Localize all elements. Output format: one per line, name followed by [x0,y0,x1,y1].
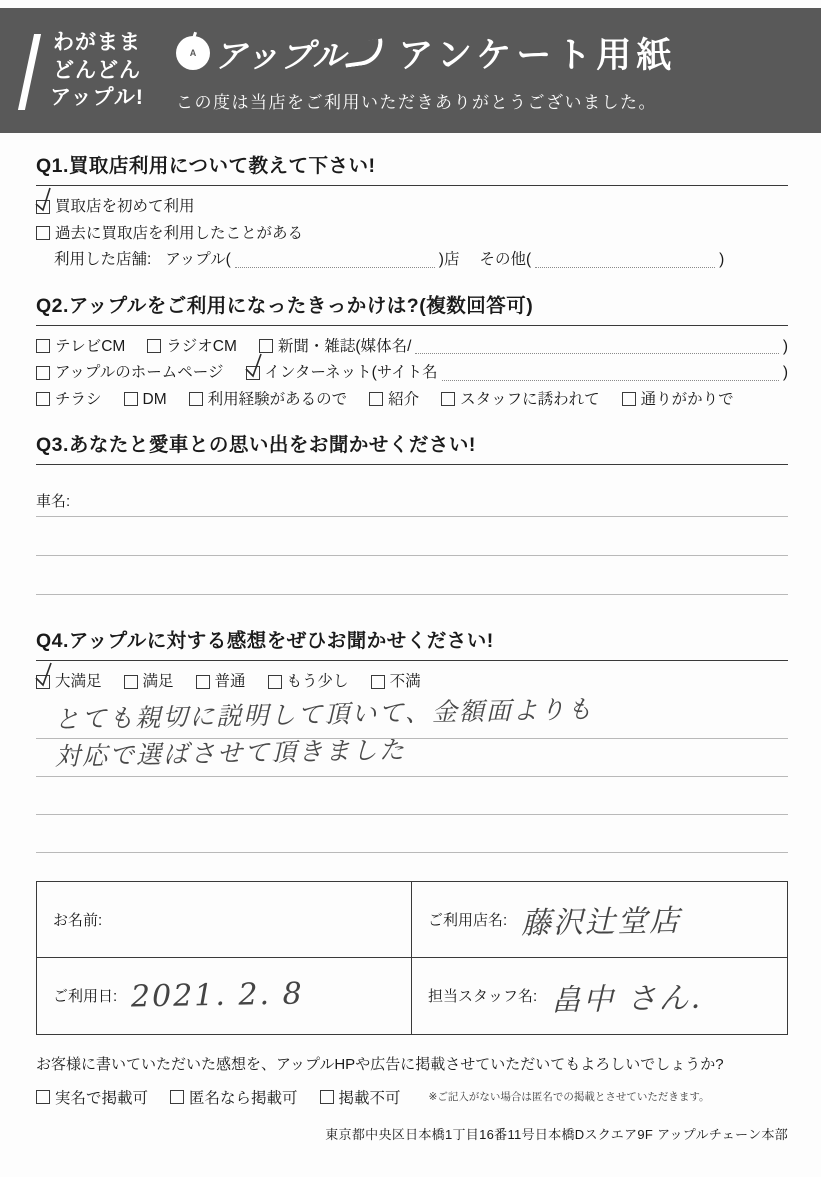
slogan-line-3: アップル! [50,86,144,110]
q2-checkbox-tv-cm[interactable] [36,339,125,355]
q2-checkbox-internet[interactable] [246,365,789,381]
survey-body [36,150,788,1143]
q1-checkbox-first-use[interactable] [36,199,195,215]
q4-line-4[interactable] [36,815,788,853]
q2-heading: Q2.アップルをご利用になったきっかけは?(複数回答可) [36,290,788,326]
checkbox-icon [170,1090,184,1104]
q1-option-label-1: 過去に買取店を利用したことがある [55,224,304,242]
date-cell[interactable] [37,958,412,1034]
customer-info-table [36,881,788,1035]
q1-heading: Q1.買取店利用について教えて下さい! [36,150,788,186]
footer-section [36,1053,788,1143]
staff-cell[interactable] [412,958,787,1034]
company-address: 東京都中央区日本橋1丁目16番11号日本橋Dスクエア9F アップルチェーン本部 [325,1126,788,1142]
q2-internet-input[interactable] [442,379,779,381]
q1-apple-input[interactable] [235,266,435,268]
checkbox-icon [36,226,50,240]
checkbox-icon [36,200,50,214]
slogan-line-1: わがまま [53,30,141,54]
q1-store-row [54,252,788,268]
checkbox-icon [259,339,273,353]
footer-option-label-2: 掲載不可 [338,1089,401,1107]
q2-option-row-2 [36,365,788,381]
q2-row3-label-5: 通りがかりで [640,390,734,408]
q1-apple-prefix: アップル( [165,251,231,268]
page-title: アンケート用紙 [398,36,677,75]
q4-option-label-4: 不満 [389,673,421,690]
q4-checkbox-satisfied[interactable] [124,674,174,690]
shop-label: ご利用店名: [428,911,508,929]
q4-option-label-2: 普通 [214,673,246,690]
q1-other-suffix: ) [719,251,725,268]
q2-checkbox-referral[interactable] [369,392,419,408]
checkbox-icon [196,675,210,689]
q4-option-label-3: もう少し [286,673,349,690]
staff-label: 担当スタッフ名: [428,988,538,1005]
logo-text: アップル [214,36,347,74]
q2-row3-label-3: 紹介 [388,390,420,408]
q2-checkbox-staff-invite[interactable] [441,392,600,408]
q1-option-label-0: 買取店を初めて利用 [55,198,195,215]
q1-other-prefix: その他( [479,251,532,268]
q2-row1-label-2: 新聞・雑誌(媒体名/ [277,337,412,355]
checkbox-icon [124,675,138,689]
q4-handwritten-text [54,687,775,775]
checkbox-icon [268,675,282,689]
shop-value: 藤沢辻堂店 [520,903,682,942]
q4-option-label-0: 大満足 [55,673,102,690]
q4-handwritten-line-2: 対応で選ばさせて頂きました [54,734,407,771]
shop-cell[interactable] [412,882,787,958]
q4-checkbox-normal[interactable] [196,674,246,690]
q3-line-1[interactable] [36,478,788,517]
header-slogan-block [0,8,168,133]
q2-checkbox-flyer[interactable] [36,392,102,408]
q2-newspaper-input[interactable] [415,352,778,354]
publish-permission-options [36,1086,788,1108]
question-1 [36,150,788,268]
checkbox-icon [36,392,50,406]
q4-option-label-1: 満足 [142,673,174,690]
apple-logo [176,30,384,77]
header-title-block [168,28,821,113]
page-header [0,8,821,133]
q4-option-row [36,674,788,690]
q4-checkbox-a-little-more[interactable] [268,674,349,690]
footer-checkbox-anonymous[interactable] [170,1086,298,1108]
q2-row3-label-1: DM [142,390,167,408]
publish-permission-question: お客様に書いていただいた感想を、アップルHPや広告に掲載させていただいてもよろしいでしょうか? [36,1055,724,1073]
logo-swoosh-icon [343,38,386,67]
slogan-line-2: どんどん [53,58,141,82]
title-row [176,28,821,78]
q2-row1-label-0: テレビCM [55,337,126,355]
question-3 [36,429,788,595]
handwritten-check-icon [34,661,56,687]
footer-checkbox-real-name[interactable] [36,1086,148,1108]
q2-option-row-3 [36,392,788,408]
footer-note: ※ご記入がない場合は匿名での掲載とさせていただきます。 [428,1091,710,1103]
checkbox-icon [320,1090,334,1104]
header-subtitle: この度は当店をご利用いただきありがとうございました。 [176,93,657,112]
slogan-text [50,29,144,112]
footer-checkbox-no-publish[interactable] [320,1086,401,1108]
q1-apple-suffix: )店 [438,251,460,268]
q2-row3-label-0: チラシ [55,390,102,408]
handwritten-check-icon [244,352,266,378]
q2-option-row-1 [36,339,788,355]
checkbox-icon [36,339,50,353]
q4-answer-area[interactable] [36,694,788,853]
q2-row2-label-0: アップルのホームページ [55,364,224,381]
q2-row1-label-1: ラジオCM [166,337,237,355]
q2-row3-label-2: 利用経験があるので [207,390,348,408]
staff-value: 畠中 さん. [550,980,703,1018]
q2-checkbox-radio-cm[interactable] [147,339,237,355]
checkbox-icon [36,366,50,380]
q2-checkbox-homepage[interactable] [36,365,224,381]
question-4 [36,625,788,853]
checkbox-icon [622,392,636,406]
q1-option-row-2 [36,226,788,242]
q4-handwritten-line-1: とても親切に説明して頂いて、金額面よりも [54,694,595,734]
checkbox-icon [36,1090,50,1104]
q3-line-2[interactable] [36,517,788,556]
q2-row3-label-4: スタッフに誘われて [460,390,600,408]
checkbox-icon [246,366,260,380]
checkbox-icon [371,675,385,689]
q4-checkbox-very-satisfied[interactable] [36,674,102,690]
q3-answer-area[interactable] [36,478,788,595]
q2-checkbox-dm[interactable] [124,392,167,408]
date-value: 2021. 2. 8 [130,976,305,1015]
q2-row2-trailing-1: ) [782,364,788,381]
q1-checkbox-used-before[interactable] [36,226,303,242]
checkbox-icon [369,392,383,406]
q2-row2-label-1: インターネット(サイト名 [264,364,438,381]
name-cell[interactable] [37,882,412,958]
checkbox-icon [147,339,161,353]
q3-car-name-label: 車名: [36,493,71,510]
checkbox-icon [124,392,138,406]
q4-line-3[interactable] [36,777,788,815]
footer-option-label-1: 匿名なら掲載可 [189,1089,298,1107]
q4-checkbox-dissatisfied[interactable] [371,674,421,690]
q1-other-input[interactable] [535,266,715,268]
date-label: ご利用日: [53,988,118,1005]
checkbox-icon [36,675,50,689]
q2-checkbox-passing-by[interactable] [622,392,734,408]
footer-option-label-0: 実名で掲載可 [55,1089,149,1107]
question-2 [36,290,788,408]
q1-option-row-1 [36,199,788,215]
handwritten-check-icon [34,186,56,212]
q4-heading: Q4.アップルに対する感想をぜひお聞かせください! [36,625,788,661]
q1-store-label: 利用した店舗: [54,251,152,268]
name-label: お名前: [53,911,103,929]
q2-checkbox-experience[interactable] [189,392,348,408]
apple-logo-icon: A [176,36,210,70]
checkbox-icon [189,392,203,406]
slash-decoration [18,34,41,110]
q3-heading: Q3.あなたと愛車との思い出をお聞かせください! [36,429,788,465]
q2-row1-trailing-2: ) [782,337,788,355]
checkbox-icon [441,392,455,406]
q2-checkbox-newspaper[interactable] [259,339,788,355]
q3-line-3[interactable] [36,556,788,595]
